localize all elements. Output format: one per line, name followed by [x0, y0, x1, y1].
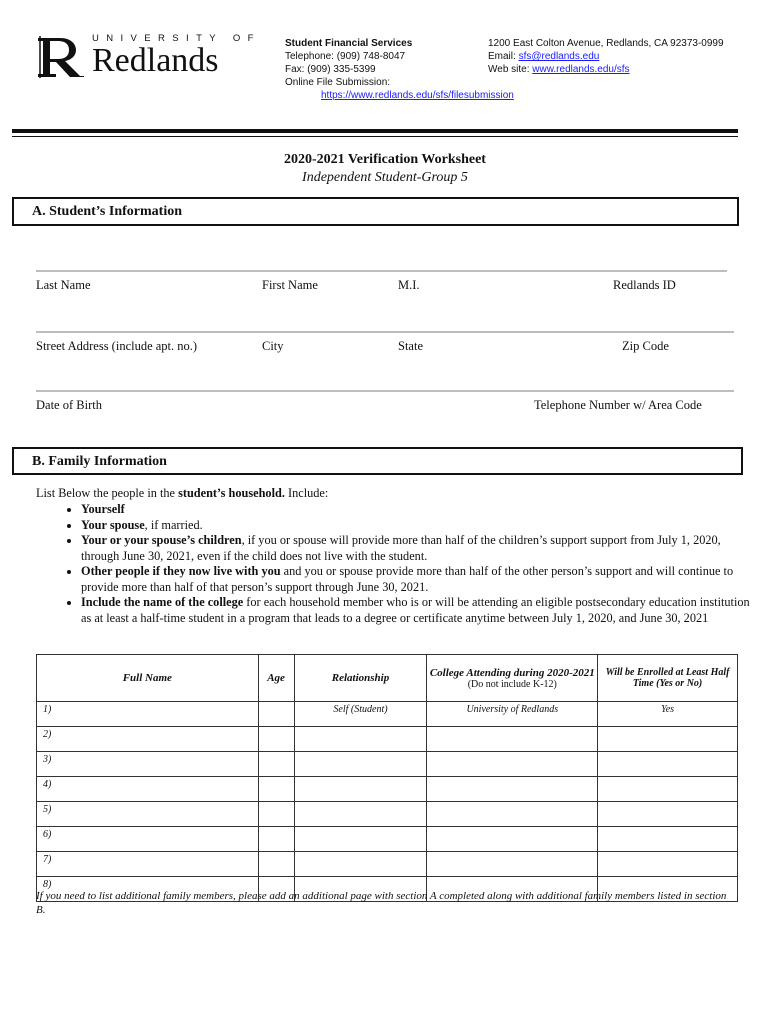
label-street-address: Street Address (include apt. no.) — [36, 339, 198, 353]
contact-left — [285, 37, 514, 102]
col-college: College Attending during 2020-2021 (Do not include K-12) — [427, 655, 598, 702]
label-zip: Zip Code — [622, 339, 669, 353]
logo-redlands: Redlands — [92, 42, 219, 79]
list-item: • Include the name of the college for each household member who is or will be attending an eligible postsecondary education institution as at least a half-time student in a program that leads to a degree or certificate anytime between July 1, 2020, and June 30, 2021 — [81, 595, 759, 626]
col-relationship: Relationship — [294, 655, 427, 702]
fax: Fax: (909) 335-5399 — [285, 64, 376, 75]
list-item: • Your or your spouse’s children, if you or spouse will provide more than half of the children’s support support from July 1, 2020, through June 30, 2021, even if the child does not live with the student. — [81, 533, 759, 564]
label-city: City — [262, 339, 284, 353]
family-intro — [36, 486, 328, 502]
col-age: Age — [258, 655, 294, 702]
table-row: 8) — [37, 877, 738, 902]
label-last-name: Last Name — [36, 278, 91, 292]
list-item: • Your spouse, if married. — [81, 518, 759, 534]
footnote: If you need to list additional family members, please add an additional page with section A completed along with additional family members listed in section B. — [36, 890, 727, 916]
address: 1200 East Colton Avenue, Redlands, CA 92373-0999 — [488, 38, 724, 49]
section-b-heading: B. Family Information — [12, 447, 743, 475]
table-header-row — [37, 655, 738, 702]
email-label: Email: — [488, 51, 519, 62]
section-a-heading: A. Student’s Information — [12, 197, 739, 226]
website-label: Web site: — [488, 64, 533, 75]
intro-text-end: Include: — [284, 486, 329, 500]
email-link[interactable]: sfs@redlands.edu — [518, 51, 600, 62]
list-item: • Yourself — [81, 502, 759, 518]
label-telephone: Telephone Number w/ Area Code — [534, 398, 702, 412]
table-row: 7) — [37, 852, 738, 877]
col-full-name: Full Name — [37, 655, 259, 702]
label-date-of-birth: Date of Birth — [36, 398, 102, 412]
label-mi: M.I. — [398, 278, 420, 292]
list-item: • Other people if they now live with you and you or spouse provide more than half of the other person’s support and will continue to provide more than half of that person’s support through June 30, 2021. — [81, 564, 759, 595]
university-logo-icon — [36, 36, 86, 78]
logo-university-of: UNIVERSITY OF — [92, 33, 261, 44]
label-redlands-id: Redlands ID — [613, 278, 676, 292]
worksheet-title: 2020-2021 Verification Worksheet — [284, 152, 486, 167]
website-link[interactable]: www.redlands.edu/sfs — [532, 64, 630, 75]
family-table — [36, 654, 738, 902]
household-list — [58, 502, 759, 626]
worksheet-subtitle: Independent Student-Group 5 — [302, 170, 468, 185]
row3-input-line[interactable] — [36, 390, 734, 392]
table-row: 5) — [37, 802, 738, 827]
row2-input-line[interactable] — [36, 331, 734, 333]
label-first-name: First Name — [262, 278, 318, 292]
online-file-link[interactable]: https://www.redlands.edu/sfs/filesubmission — [321, 90, 514, 101]
table-row: 2) — [37, 727, 738, 752]
col-enrolled: Will be Enrolled at Least Half Time (Yes or No) — [598, 655, 738, 702]
telephone: Telephone: (909) 748-8047 — [285, 51, 406, 62]
table-row: 3) — [37, 752, 738, 777]
online-file-label: Online File Submission: — [285, 77, 391, 88]
intro-bold: student’s household. — [178, 486, 285, 500]
table-row: 6) — [37, 827, 738, 852]
table-row: 4) — [37, 777, 738, 802]
header-divider — [12, 129, 738, 133]
dept-name: Student Financial Services — [285, 38, 413, 49]
table-row: 1) Self (Student) University of Redlands Yes — [37, 702, 738, 727]
row1-input-line[interactable] — [36, 270, 727, 272]
header-divider-thin — [12, 136, 738, 137]
contact-right — [488, 37, 724, 76]
label-state: State — [398, 339, 423, 353]
intro-text: List Below the people in the — [36, 486, 179, 500]
